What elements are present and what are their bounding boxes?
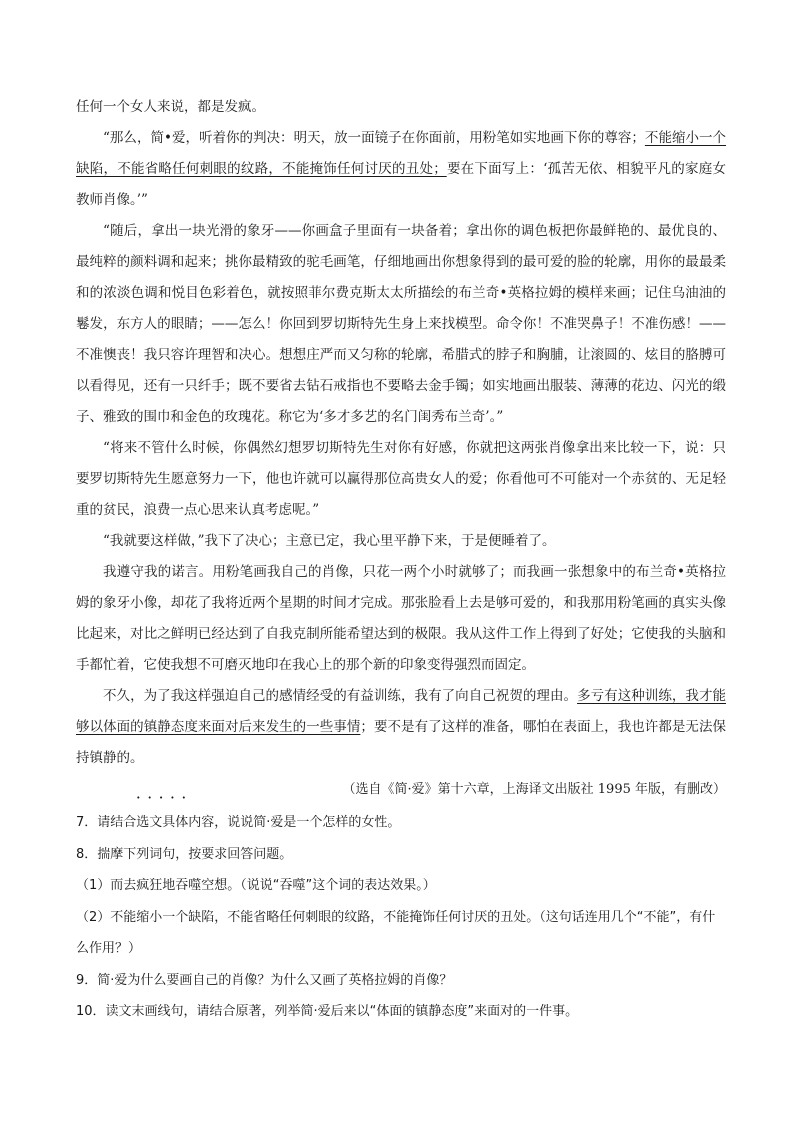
- source-citation: （选自《简·爱》第十六章，上海译文出版社 1995 年版，有删改）: [342, 782, 726, 797]
- passage-paragraph-6: [76, 681, 726, 774]
- paragraph-6-text-b: ；要不是有了这样的准备，哪怕在表面上，我也许都是无法保持镇静的。: [76, 719, 727, 766]
- underlined-sentence-1: 不能缩小一个缺陷，不能省略任何刺眼的纹路，不能掩饰任何讨厌的丑处；: [76, 130, 727, 177]
- question-7-emphasis: • • • 选文具体: [136, 807, 188, 839]
- question-7: [76, 807, 726, 839]
- passage-paragraph-1: [76, 123, 726, 216]
- underlined-sentence-2: 多亏有这种训练，我才能够以体面的镇静态度来面对后来发生的一些事情: [76, 688, 727, 735]
- question-9: 9．简·爱为什么要画自己的肖像？为什么又画了英格拉姆的肖像？: [76, 972, 453, 988]
- question-8: 8．揣摩下列词句，按要求回答问题。: [76, 846, 293, 862]
- question-7-suffix: 内容，说说简·爱是一个怎样的女性。: [188, 815, 401, 830]
- passage-paragraph-5: 我遵守我的诺言。用粉笔画我自己的肖像，只花一两个小时就够了；而我画一张想象中的布兰奇•英格拉姆的象牙小像，却花了我将近两个星期的时间才完成。那张脸看上去是够可爱的，和我那用粉笔画的真实头像比起来，对比之鲜明已经达到了自我克制所能希望达到的极限。我从这件工作上得到了好处；它使我的头脑和手都忙着，它使我想不可磨灭地印在我心上的那个新的印象变得强烈而固定。: [76, 564, 726, 673]
- question-7-prefix: 7．请结合: [76, 815, 137, 830]
- question-10: 10．读文末画线句，请结合原著，列举简·爱后来以“体面的镇静态度”来面对的一件事。: [76, 1004, 579, 1019]
- question-8-1: （1）而去疯狂地吞噬空想。（说说“吞噬”这个词的表达效果。）: [76, 878, 436, 893]
- document-page: [76, 92, 726, 1028]
- paragraph-1-text-a: “那么，简•爱，听着你的判决：明天，放一面镜子在你面前，用粉笔如实地画下你的尊容；: [103, 130, 645, 146]
- passage-paragraph-4: “我就要这样做，”我下了决心；主意已定，我心里平静下来，于是便睡着了。: [103, 533, 556, 549]
- paragraph-1-text-b: 要在下面写上：‘孤苦无依、相貌平凡的家庭女教师肖像。’”: [76, 161, 726, 208]
- question-8-2: （2）不能缩小一个缺陷，不能省略任何刺眼的纹路，不能掩饰任何讨厌的丑处。（这句话连用几个“不能”，有什么作用？）: [76, 909, 716, 956]
- passage-paragraph-3: “将来不管什么时候，你偶然幻想罗切斯特先生对你有好感，你就把这两张肖像拿出来比较一下，说：只要罗切斯特先生愿意努力一下，他也许就可以赢得那位高贵女人的爱；你看他可不可能对一个赤贫的、无足轻重的贫民，浪费一点心思来认真考虑呢。”: [76, 440, 726, 518]
- passage-paragraph-0: 任何一个女人来说，都是发疯。: [76, 99, 265, 115]
- passage-paragraph-2: “随后，拿出一块光滑的象牙——你画盒子里面有一块备着；拿出你的调色板把你最鲜艳的、最优良的、最纯粹的颜料调和起来；挑你最精致的驼毛画笔，仔细地画出你想象得到的最可爱的脸的轮廓，用你的最最柔和的浓淡色调和悦目色彩着色，就按照菲尔费克斯太太所描绘的布兰奇•英格拉姆的模样来画；记住乌油油的鬈发，东方人的眼睛；——怎么！你回到罗切斯特先生身上来找模型。命令你！不准哭鼻子！不准伤感！——不准懊丧！我只容许理智和决心。想想庄严而又匀称的轮廓，希腊式的脖子和胸脯，让滚圆的、炫目的胳膊可以看得见，还有一只纤手；既不要省去钻石戒指也不要略去金手镯；如实地画出服装、薄薄的花边、闪光的缎子、雅致的围巾和金色的玫瑰花。称它为‘多才多艺的名门闺秀布兰奇’。”: [76, 223, 726, 425]
- paragraph-6-text-a: 不久，为了我这样强迫自己的感情经受的有益训练，我有了向自己祝贺的理由。: [103, 688, 578, 704]
